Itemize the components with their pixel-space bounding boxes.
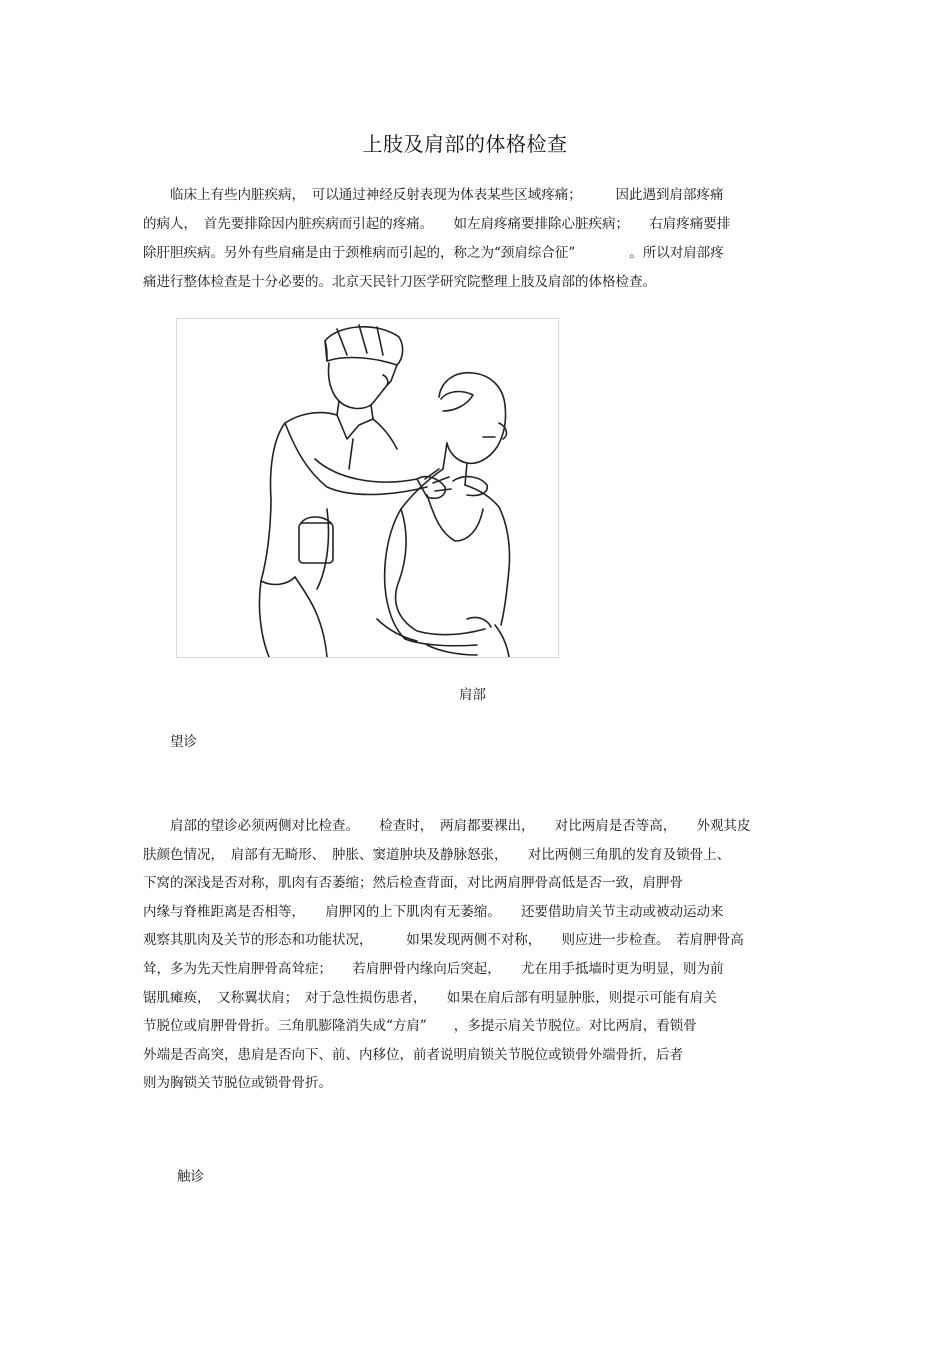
text-line: 除肝胆疾病。另外有些肩痛是由于颈椎病而引起的，称之为“颈肩综合征” 。所以对肩部疼 — [143, 245, 724, 261]
text-line: 的病人， 首先要排除因内脏疾病而引起的疼痛。 如左肩疼痛要排除心脏疾病； 右肩疼痛要排 — [143, 216, 731, 232]
text-line: 临床上有些内脏疾病， 可以通过神经反射表现为体表某些区域疼痛； 因此遇到肩部疼痛 — [143, 187, 724, 203]
inspection-paragraph — [143, 812, 803, 1098]
text-line: 外端是否高突，患肩是否向下、前、内移位，前者说明肩锁关节脱位或锁骨外端骨折，后者 — [143, 1046, 683, 1063]
figure-caption: 肩部 — [459, 687, 486, 703]
text-line: 下窝的深浅是否对称，肌肉有否萎缩；然后检查背面，对比两肩胛骨高低是否一致，肩胛骨 — [143, 875, 683, 892]
text-line: 耸，多为先天性肩胛骨高耸症； 若肩胛骨内缘向后突起， 尤在用手抵墙时更为明显，则为前 — [143, 960, 724, 977]
text-line: 内缘与脊椎距离是否相等， 肩胛冈的上下肌肉有无萎缩。 还要借助肩关节主动或被动运动来 — [143, 903, 724, 920]
text-line: 痛进行整体检查是十分必要的。北京天民针刀医学研究院整理上肢及肩部的体格检查。 — [143, 274, 656, 290]
page-title: 上肢及肩部的体格检查 — [362, 132, 568, 156]
text-line: 肩部的望诊必须两侧对比检查。 检查时， 两肩都要裸出， 对比两肩是否等高， 外观其皮 — [143, 818, 751, 834]
text-line: 观察其肌肉及关节的形态和功能状况， 如果发现两侧不对称， 则应进一步检查。 若肩胛骨高 — [143, 932, 744, 949]
text-line: 肤颜色情况， 肩部有无畸形、 肿胀、窦道肿块及静脉怒张， 对比两侧三角肌的发育及锁骨上、 — [143, 846, 731, 863]
intro-paragraph — [143, 181, 803, 297]
shoulder-exam-illustration — [176, 318, 559, 658]
text-line: 则为胸锁关节脱位或锁骨骨折。 — [143, 1075, 332, 1092]
text-line: 锯肌瘫痪， 又称翼状肩； 对于急性损伤患者， 如果在肩后部有明显肿胀，则提示可能有肩关 — [143, 989, 717, 1006]
section-heading-inspection: 望诊 — [170, 734, 197, 750]
text-line: 节脱位或肩胛骨骨折。三角肌膨隆消失成“方肩” ，多提示肩关节脱位。对比两肩，看锁骨 — [143, 1018, 697, 1035]
section-heading-palpation: 触诊 — [177, 1169, 204, 1185]
